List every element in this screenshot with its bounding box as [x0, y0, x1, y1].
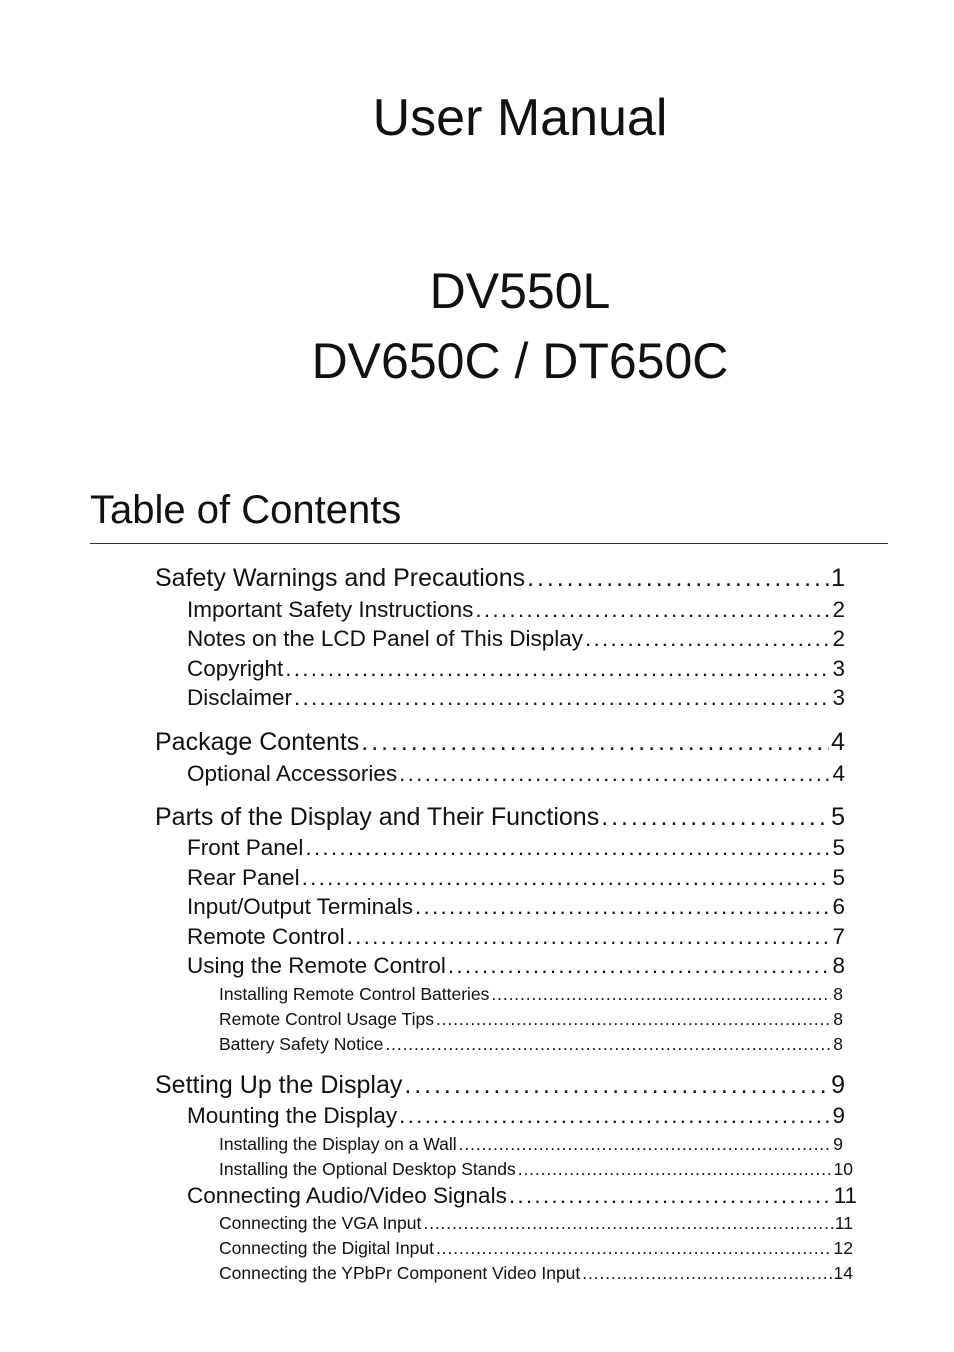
toc-entry[interactable]	[187, 597, 845, 625]
toc-entry[interactable]	[187, 1183, 857, 1211]
toc-entry-page: 9	[831, 1071, 845, 1099]
toc-entry[interactable]	[219, 1213, 853, 1235]
toc-leader	[415, 894, 831, 920]
toc-entry-label: Installing the Display on a Wall	[219, 1134, 457, 1154]
toc-entry[interactable]	[187, 761, 845, 789]
toc-entry-label: Remote Control Usage Tips	[219, 1009, 434, 1029]
toc-entry-label: Front Panel	[187, 835, 304, 860]
toc-leader	[518, 1159, 832, 1180]
toc-leader	[527, 564, 829, 593]
document-title: User Manual	[372, 89, 668, 147]
toc-leader	[582, 1263, 831, 1284]
toc-entry-label: Installing the Optional Desktop Stands	[219, 1159, 516, 1179]
toc-leader	[436, 1009, 831, 1030]
toc-leader	[347, 924, 831, 950]
toc-entry[interactable]	[219, 1009, 843, 1031]
toc-entry[interactable]	[219, 1238, 853, 1260]
toc-entry-label: Package Contents	[155, 728, 360, 756]
toc-entry-page: 8	[833, 1009, 843, 1029]
toc-heading: Table of Contents	[90, 488, 402, 532]
toc-leader	[475, 597, 830, 623]
toc-entry-label: Connecting the YPbPr Component Video Input	[219, 1263, 581, 1283]
toc-leader	[399, 761, 830, 787]
toc-entry-page: 10	[833, 1159, 853, 1179]
toc-entry-label: Optional Accessories	[187, 761, 398, 786]
toc-entry-page: 8	[833, 1034, 843, 1054]
toc-entry-page: 14	[833, 1263, 853, 1283]
toc-entry-label: Remote Control	[187, 924, 345, 949]
toc-entry[interactable]	[187, 924, 845, 952]
toc-entry-page: 6	[832, 894, 845, 919]
toc-entry-label: Battery Safety Notice	[219, 1034, 384, 1054]
toc-entry-page: 12	[833, 1238, 853, 1258]
model-name-line-2: DV650C / DT650C	[311, 333, 729, 389]
toc-entry-page: 11	[834, 1213, 853, 1233]
toc-leader	[585, 626, 830, 652]
toc-entry[interactable]	[155, 1071, 845, 1101]
toc-entry-page: 2	[832, 597, 845, 622]
toc-entry-page: 9	[832, 1103, 845, 1128]
toc-entry[interactable]	[187, 894, 845, 922]
toc-leader	[305, 835, 830, 861]
toc-entry-page: 3	[832, 685, 845, 710]
toc-entry-label: Connecting the Digital Input	[219, 1238, 434, 1258]
toc-entry-label: Using the Remote Control	[187, 953, 446, 978]
toc-entry-label: Mounting the Display	[187, 1103, 398, 1128]
toc-entry[interactable]	[187, 626, 845, 654]
toc-entry[interactable]	[219, 1134, 843, 1156]
toc-entry-page: 1	[831, 564, 845, 592]
toc-leader	[601, 803, 829, 832]
toc-entry-page: 5	[831, 803, 845, 831]
toc-leader	[385, 1034, 831, 1055]
toc-leader	[361, 728, 829, 757]
toc-entry-label: Copyright	[187, 656, 284, 681]
toc-entry-label: Rear Panel	[187, 865, 300, 890]
toc-entry-label: Input/Output Terminals	[187, 894, 413, 919]
toc-entry[interactable]	[187, 865, 845, 893]
toc-entry-page: 11	[833, 1183, 857, 1208]
toc-entry[interactable]	[219, 1263, 853, 1285]
toc-leader	[491, 984, 831, 1005]
toc-divider	[90, 543, 888, 544]
toc-entry-label: Safety Warnings and Precautions	[155, 564, 526, 592]
toc-leader	[294, 685, 830, 711]
toc-leader	[399, 1103, 830, 1129]
model-name-line-1: DV550L	[429, 263, 611, 319]
toc-leader	[423, 1213, 832, 1234]
toc-entry[interactable]	[187, 685, 845, 713]
toc-entry-page: 2	[832, 626, 845, 651]
toc-leader	[302, 865, 831, 891]
toc-entry-label: Disclaimer	[187, 685, 293, 710]
toc-entry[interactable]	[219, 1034, 843, 1056]
toc-entry-label: Parts of the Display and Their Functions	[155, 803, 600, 831]
toc-entry-label: Connecting the VGA Input	[219, 1213, 422, 1233]
toc-entry[interactable]	[187, 1103, 845, 1131]
toc-entry-page: 8	[832, 953, 845, 978]
toc-leader	[404, 1071, 829, 1100]
toc-entry[interactable]	[219, 984, 843, 1006]
toc-entry[interactable]	[155, 728, 845, 758]
toc-entry-page: 8	[833, 984, 843, 1004]
toc-entry-page: 7	[832, 924, 845, 949]
toc-entry-label: Notes on the LCD Panel of This Display	[187, 626, 584, 651]
toc-entry-page: 5	[832, 865, 845, 890]
toc-entry-label: Important Safety Instructions	[187, 597, 474, 622]
toc-leader	[436, 1238, 832, 1259]
toc-entry-label: Installing Remote Control Batteries	[219, 984, 490, 1004]
toc-leader	[285, 656, 830, 682]
toc-leader	[459, 1134, 832, 1155]
toc-entry-page: 9	[833, 1134, 843, 1154]
toc-entry-page: 3	[832, 656, 845, 681]
toc-entry-page: 4	[832, 761, 845, 786]
toc-entry-page: 4	[831, 728, 845, 756]
toc-leader	[509, 1183, 832, 1209]
toc-entry[interactable]	[219, 1159, 853, 1181]
toc-entry-label: Setting Up the Display	[155, 1071, 403, 1099]
toc-entry[interactable]	[155, 564, 845, 594]
toc-entry-page: 5	[832, 835, 845, 860]
toc-entry-label: Connecting Audio/Video Signals	[187, 1183, 507, 1208]
toc-entry[interactable]	[187, 835, 845, 863]
toc-entry[interactable]	[187, 953, 845, 981]
toc-entry[interactable]	[187, 656, 845, 684]
toc-entry[interactable]	[155, 803, 845, 833]
toc-leader	[448, 953, 831, 979]
